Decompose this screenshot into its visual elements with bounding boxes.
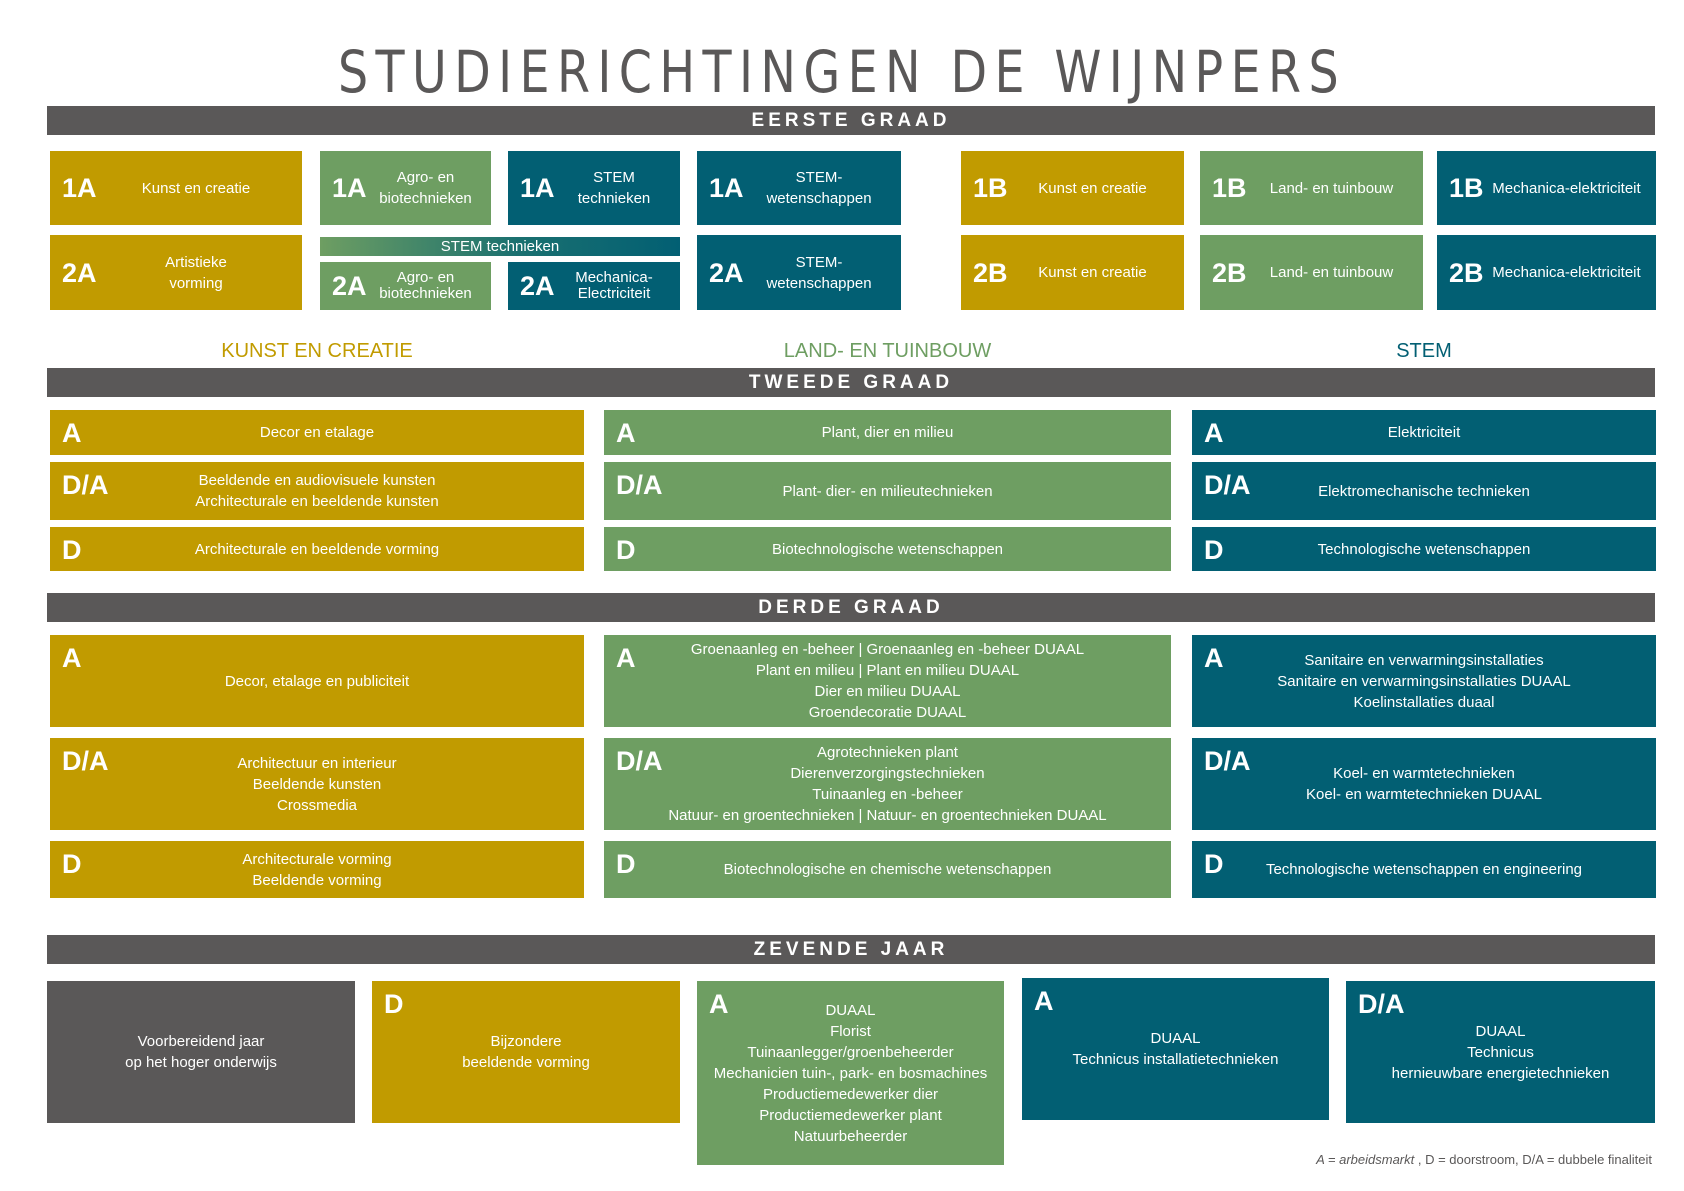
stem-technieken-strip: STEM technieken (320, 237, 680, 256)
eerste-graad-header: EERSTE GRAAD (47, 106, 1655, 135)
code-badge: A (1204, 643, 1224, 673)
tile-label: Mechanica-elektriciteit (1492, 179, 1641, 197)
zevende-item-installatie[interactable] (1022, 978, 1329, 1120)
tile-label: DUAAL Florist Tuinaanlegger/groenbeheerder Mechanicien tuin-, park- en bosmachines Productiemedewerker dier Productiemedewerker plant Natuurbeheerder (713, 1001, 988, 1145)
code-badge: 2A (62, 257, 97, 288)
tile-label: Voorbereidend jaar op het hoger onderwijs (125, 1033, 277, 1071)
tile-2b-mechanica[interactable] (1437, 235, 1656, 310)
code-badge: D/A (62, 746, 109, 776)
code-badge: 2A (709, 257, 744, 288)
tile-label: Agro- en biotechnieken (379, 269, 472, 302)
code-badge: A (616, 643, 636, 673)
tile-label: Agro- en biotechnieken (379, 169, 472, 207)
derde-kunst-row-2[interactable] (50, 841, 584, 898)
zevende-item-energie[interactable] (1346, 981, 1655, 1123)
column-heading-land: LAND- EN TUINBOUW (783, 340, 992, 362)
code-badge: A (62, 418, 82, 448)
tweede-stem-row-1[interactable] (1192, 462, 1656, 520)
tile-1a-stem-technieken[interactable] (508, 151, 680, 225)
tweede-stem-row-2[interactable] (1192, 527, 1656, 571)
code-badge: D/A (616, 470, 663, 500)
tile-label: Agrotechnieken plant Dierenverzorgingstechnieken Tuinaanleg en -beheer Natuur- en groentechnieken | Natuur- en groentechnieken DUAAL (668, 744, 1107, 824)
code-badge: 1A (62, 173, 97, 203)
zevende-item-duaal-groen[interactable] (697, 981, 1004, 1165)
code-badge: 1B (1449, 173, 1484, 203)
tile-label: Beeldende en audiovisuele kunsten Architecturale en beeldende kunsten (195, 472, 439, 510)
code-badge: 1A (520, 173, 555, 203)
tile-label: Land- en tuinbouw (1269, 264, 1394, 281)
tile-label: Mechanica-elektriciteit (1492, 264, 1641, 281)
tile-label: STEM- wetenschappen (766, 169, 872, 207)
code-badge: 2B (973, 257, 1008, 288)
tile-1a-stem-wetenschappen[interactable] (697, 151, 901, 225)
code-badge: A (62, 643, 82, 673)
column-heading-stem: STEM (1396, 340, 1452, 362)
zevende-jaar-header: ZEVENDE JAAR (47, 935, 1655, 964)
tile-label: Mechanica- Electriciteit (575, 269, 653, 302)
code-badge: A (1204, 418, 1224, 448)
tile-label: DUAAL Technicus installatietechnieken (1072, 1030, 1279, 1068)
code-badge: D/A (1204, 470, 1251, 500)
tile-2b-land[interactable] (1200, 235, 1423, 310)
tile-label: Technologische wetenschappen en engineering (1265, 861, 1583, 878)
legend-a: A = arbeidsmarkt (1316, 1152, 1415, 1167)
code-badge: D/A (616, 746, 663, 776)
derde-kunst-row-1[interactable] (50, 738, 584, 830)
tile-label: Biotechnologische wetenschappen (772, 540, 1003, 558)
derde-kunst-row-0[interactable] (50, 635, 584, 727)
tile-1b-land[interactable] (1200, 151, 1423, 225)
tweede-kunst-row-0[interactable] (50, 410, 584, 455)
code-badge: D/A (62, 470, 109, 500)
tile-label: Sanitaire en verwarmingsinstallaties Sanitaire en verwarmingsinstallaties DUAAL Koelinstallaties duaal (1277, 651, 1571, 711)
tile-label: Decor en etalage (259, 424, 375, 441)
derde-stem-row-2[interactable] (1192, 841, 1656, 898)
tile-label: Land- en tuinbouw (1269, 179, 1394, 197)
tile-label: Elektriciteit (1387, 424, 1461, 441)
tile-1a-agro[interactable] (320, 151, 491, 225)
tile-label: Elektromechanische technieken (1318, 482, 1530, 500)
code-badge: D (1204, 849, 1224, 879)
code-badge: 2B (1212, 257, 1247, 288)
tile-label: Kunst en creatie (1038, 264, 1147, 281)
tile-label: Biotechnologische en chemische wetenschappen (723, 861, 1052, 878)
tile-1b-kunst[interactable] (961, 151, 1184, 225)
zevende-item-bijzondere[interactable] (372, 981, 680, 1123)
code-badge: 2B (1449, 257, 1484, 288)
tile-label: Architectuur en interieur Beeldende kunsten Crossmedia (237, 754, 397, 814)
code-badge: D/A (1358, 989, 1405, 1019)
derde-land-row-0[interactable] (604, 635, 1171, 727)
tweede-land-row-0[interactable] (604, 410, 1171, 455)
code-badge: D (616, 535, 636, 565)
tile-label: Artistieke vorming (165, 253, 227, 292)
tile-2a-artistieke[interactable] (50, 235, 302, 310)
tile-1b-mechanica[interactable] (1437, 151, 1656, 225)
code-badge: 1B (973, 173, 1008, 203)
code-badge: A (709, 989, 729, 1019)
derde-stem-row-0[interactable] (1192, 635, 1656, 727)
zevende-item-voorbereidend[interactable] (47, 981, 355, 1123)
tile-2a-agro[interactable] (320, 262, 491, 310)
code-badge: D/A (1204, 746, 1251, 776)
tile-label: STEM technieken (577, 169, 651, 207)
tile-label: DUAAL Technicus hernieuwbare energietechnieken (1391, 1022, 1610, 1082)
code-badge: 1A (709, 173, 744, 203)
code-badge: 2A (332, 271, 367, 301)
tweede-graad-header: TWEEDE GRAAD (47, 368, 1655, 397)
tweede-stem-row-0[interactable] (1192, 410, 1656, 455)
derde-graad-header: DERDE GRAAD (47, 593, 1655, 622)
code-badge: D (1204, 535, 1224, 565)
tweede-kunst-row-1[interactable] (50, 462, 584, 520)
tile-label: Architecturale vorming Beeldende vorming (242, 850, 392, 889)
tile-label: Technologische wetenschappen (1317, 540, 1531, 558)
code-badge: A (616, 418, 636, 448)
derde-land-row-1[interactable] (604, 738, 1171, 830)
tweede-land-row-1[interactable] (604, 462, 1171, 520)
tile-2a-stem-wetenschappen[interactable] (697, 235, 901, 310)
legend (1316, 1152, 1652, 1167)
derde-land-row-2[interactable] (604, 841, 1171, 898)
tweede-land-row-2[interactable] (604, 527, 1171, 571)
code-badge: A (1034, 986, 1054, 1016)
tile-label: Decor, etalage en publiciteit (224, 672, 410, 690)
page-title: STUDIERICHTINGEN DE WIJNPERS (337, 38, 1347, 106)
tile-label: Bijzondere beeldende vorming (462, 1033, 590, 1071)
tile-label: Koel- en warmtetechnieken Koel- en warmtetechnieken DUAAL (1306, 765, 1542, 803)
tile-label: Architecturale en beeldende vorming (194, 540, 440, 558)
tile-2b-kunst[interactable] (961, 235, 1184, 310)
code-badge: 1B (1212, 173, 1247, 203)
tile-2a-mechanica[interactable] (508, 262, 680, 310)
code-badge: 2A (520, 271, 555, 301)
tile-label: Plant- dier- en milieutechnieken (782, 482, 993, 500)
code-badge: D (384, 989, 404, 1019)
column-heading-kunst: KUNST EN CREATIE (221, 340, 413, 362)
legend-rest: , D = doorstroom, D/A = dubbele finaliteit (1414, 1152, 1652, 1167)
code-badge: 1A (332, 173, 367, 203)
tile-label: Kunst en creatie (1038, 179, 1147, 197)
derde-stem-row-1[interactable] (1192, 738, 1656, 830)
code-badge: D (62, 849, 82, 879)
tile-label: STEM- wetenschappen (766, 253, 872, 292)
code-badge: D (62, 535, 82, 565)
tweede-kunst-row-2[interactable] (50, 527, 584, 571)
code-badge: D (616, 849, 636, 879)
tile-label: Plant, dier en milieu (821, 424, 954, 441)
tile-1a-kunst[interactable] (50, 151, 302, 225)
tile-label: Groenaanleg en -beheer | Groenaanleg en -beheer DUAAL Plant en milieu | Plant en milieu DUAAL Dier en milieu DUAAL Groendecoratie DUAAL (690, 641, 1085, 721)
tile-label: Kunst en creatie (141, 179, 251, 197)
